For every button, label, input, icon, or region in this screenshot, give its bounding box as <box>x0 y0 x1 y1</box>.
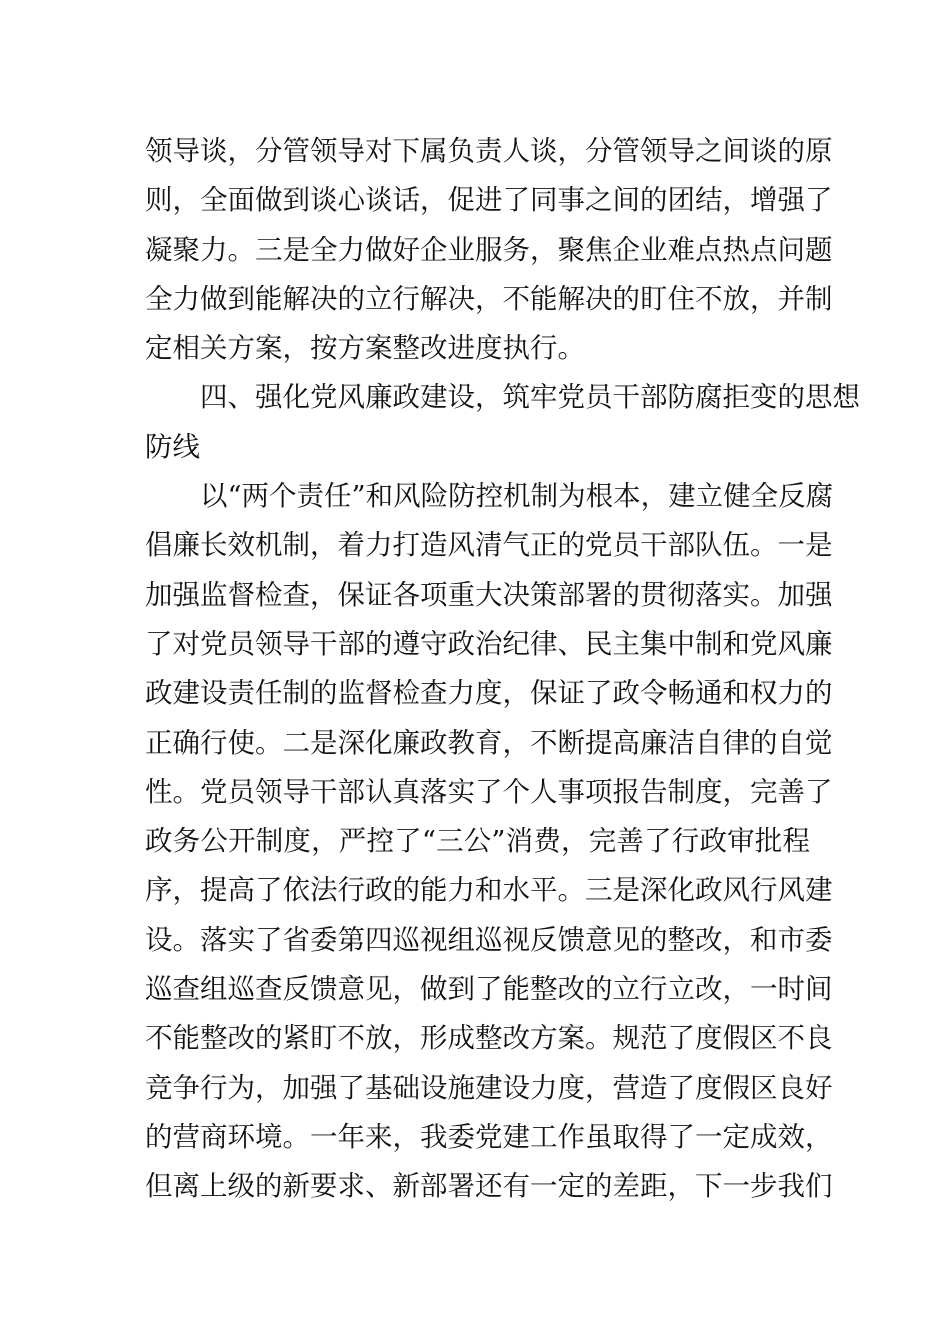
text-line-1: 领导谈，分管领导对下属负责人谈，分管领导之间谈的原 <box>145 135 833 167</box>
text-line-11: 了对党员领导干部的遵守政治纪律、民主集中制和党风廉 <box>145 627 833 660</box>
section-heading-line-2: 防线 <box>145 430 200 463</box>
text-line-3: 凝聚力。三是全力做好企业服务，聚焦企业难点热点问题 <box>145 233 833 266</box>
text-line-12: 政建设责任制的监督检查力度，保证了政令畅通和权力的 <box>145 677 833 710</box>
section-heading-line-1: 四、强化党风廉政建设，筑牢党员干部防腐拒变的思想 <box>145 381 860 414</box>
text-line-17: 设。落实了省委第四巡视组巡视反馈意见的整改，和市委 <box>145 923 833 956</box>
text-line-9: 倡廉长效机制，着力打造风清气正的党员干部队伍。一是 <box>145 529 833 562</box>
text-line-16: 序，提高了依法行政的能力和水平。三是深化政风行风建 <box>145 874 833 907</box>
document-body <box>145 127 860 1212</box>
text-line-13: 正确行使。二是深化廉政教育，不断提高廉洁自律的自觉 <box>145 726 833 759</box>
text-line-18: 巡查组巡查反馈意见，做到了能整改的立行立改，一时间 <box>145 973 833 1006</box>
text-line-22: 但离上级的新要求、新部署还有一定的差距，下一步我们 <box>145 1170 833 1203</box>
text-line-8: 以“两个责任”和风险防控机制为根本，建立健全反腐 <box>145 480 834 513</box>
text-line-2: 则，全面做到谈心谈话，促进了同事之间的团结，增强了 <box>145 184 833 217</box>
text-line-10: 加强监督检查，保证各项重大决策部署的贯彻落实。加强 <box>145 578 833 611</box>
text-line-14: 性。党员领导干部认真落实了个人事项报告制度，完善了 <box>145 775 833 808</box>
text-line-5: 定相关方案，按方案整改进度执行。 <box>145 332 585 365</box>
text-line-21: 的营商环境。一年来，我委党建工作虽取得了一定成效， <box>145 1120 833 1153</box>
text-line-15: 政务公开制度，严控了“三公”消费，完善了行政审批程 <box>145 825 810 858</box>
text-line-4: 全力做到能解决的立行解决，不能解决的盯住不放，并制 <box>145 282 833 315</box>
text-line-20: 竞争行为，加强了基础设施建设力度，营造了度假区良好 <box>145 1071 833 1104</box>
text-line-19: 不能整改的紧盯不放，形成整改方案。规范了度假区不良 <box>145 1022 833 1055</box>
